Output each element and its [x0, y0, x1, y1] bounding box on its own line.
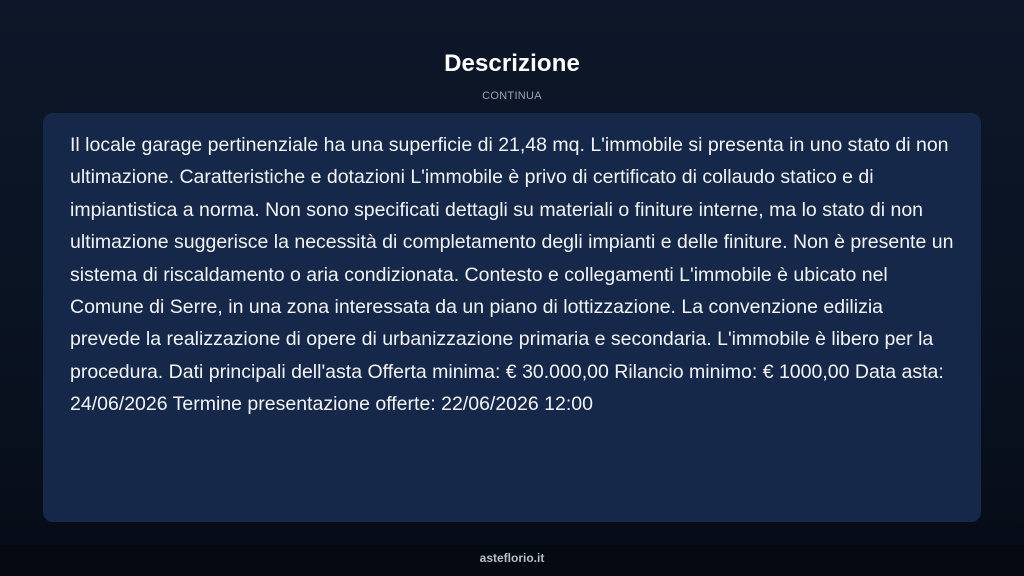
description-text: Il locale garage pertinenziale ha una superficie di 21,48 mq. L'immobile si presenta in uno stato di non ultimazione. Caratteristiche e dotazioni L'immobile è privo di certificato di collaudo statico e di impiantistica a norma. Non sono specificati dettagli su materiali o finiture interne, ma lo stato di non ultimazione suggerisce la necessità di completamento degli impianti e delle finiture. Non è presente un sistema di riscaldamento o aria condizionata. Contesto e collegamenti L'immobile è ubicato nel Comune di Serre, in una zona interessata da un piano di lottizzazione. La convenzione edilizia prevede la realizzazione di opere di urbanizzazione primaria e secondaria. L'immobile è libero per la procedura. Dati principali dell'asta Offerta minima: € 30.000,00 Rilancio minimo: € 1000,00 Data asta: 24/06/2026 Termine presentazione offerte: 22/06/2026 12:00 — [70, 134, 954, 416]
page-title: Descrizione — [444, 50, 580, 77]
continue-link[interactable]: CONTINUA — [482, 90, 542, 102]
footer-site-link[interactable]: asteflorio.it — [479, 551, 545, 565]
description-card — [43, 113, 981, 522]
